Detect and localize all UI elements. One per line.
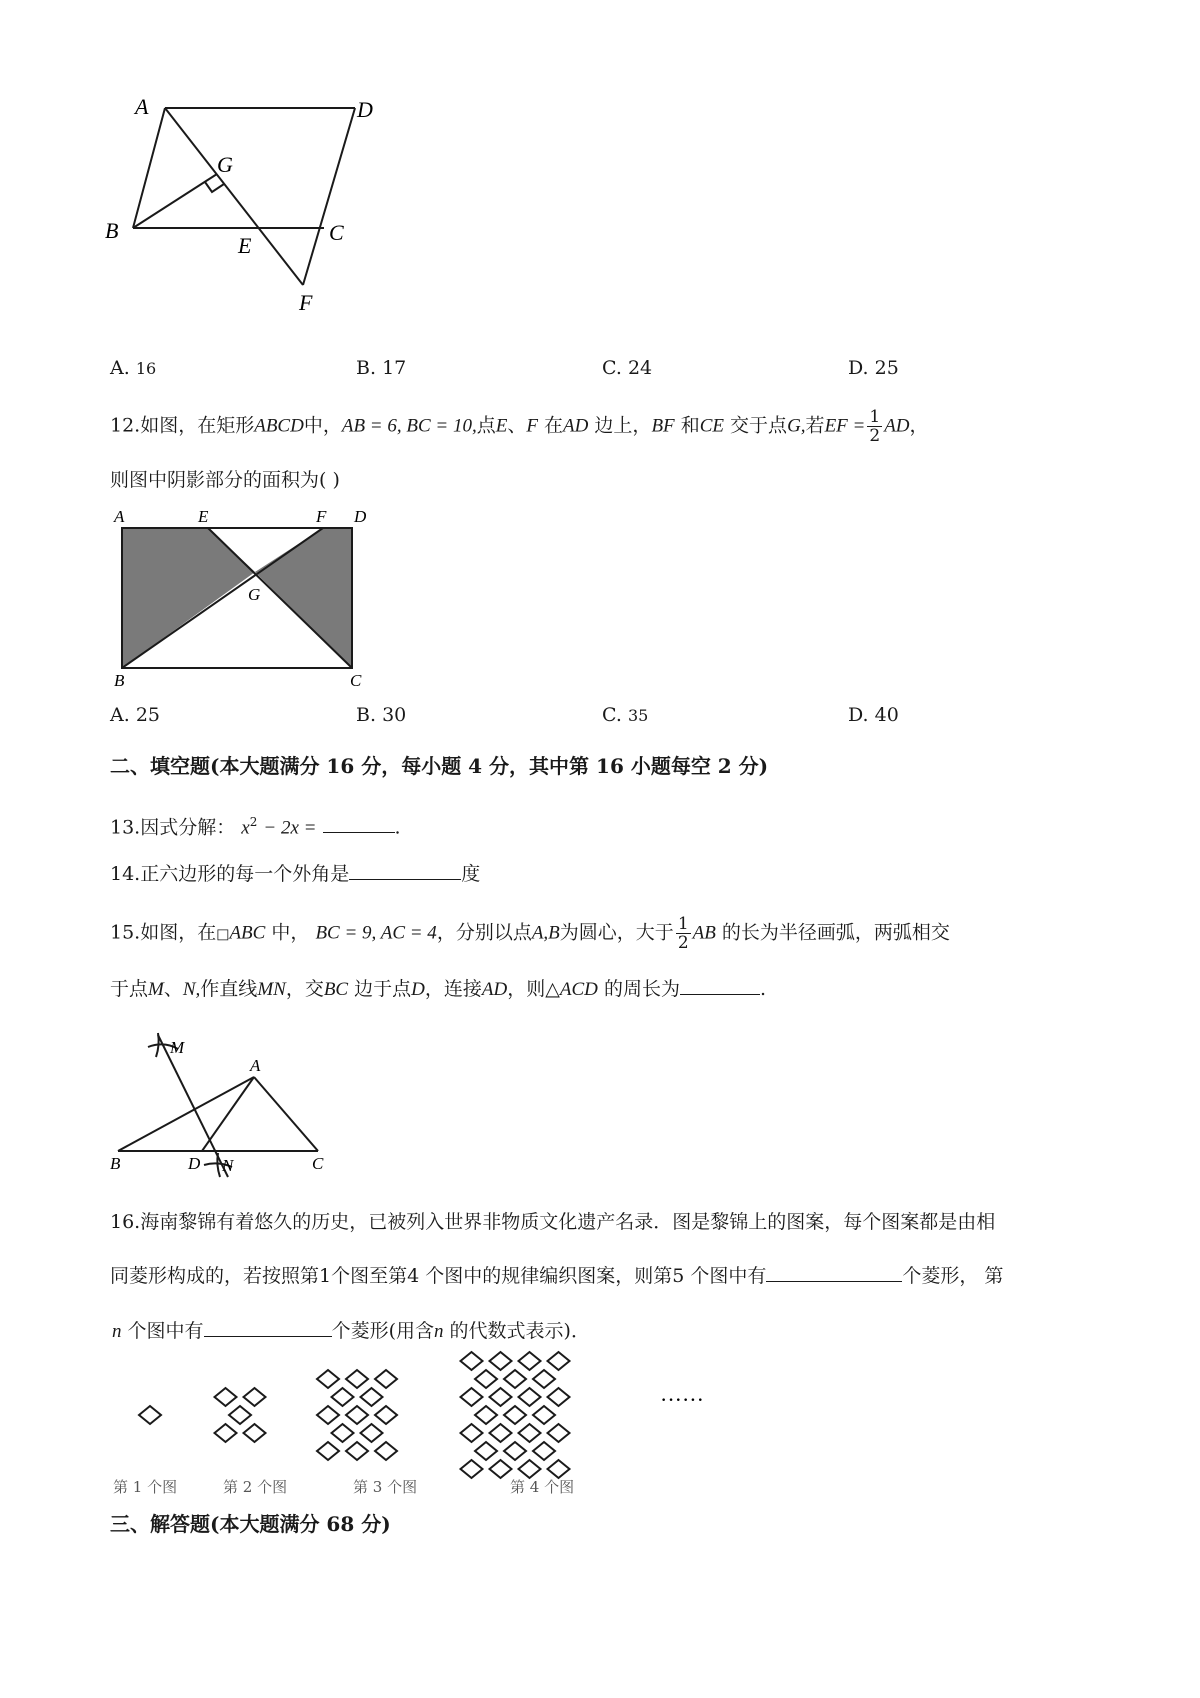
rhombus-6	[317, 1370, 339, 1388]
q15-stem-line2: 于点M、N,作直线MN，交BC 边于点D，连接AD，则△ACD 的周长为 .	[110, 978, 766, 1000]
q13-answer-blank[interactable]	[323, 814, 395, 833]
rhombus-19	[461, 1352, 483, 1370]
rhombus-21	[519, 1352, 541, 1370]
label-F: F	[316, 507, 327, 526]
label-B: B	[114, 671, 125, 690]
rhombus-16	[317, 1442, 339, 1460]
rhombus-3	[229, 1406, 251, 1424]
q11-option-c: C. 24	[602, 357, 653, 379]
rhombus-18	[375, 1442, 397, 1460]
rhombus-2	[244, 1388, 266, 1406]
rhombus-34	[490, 1424, 512, 1442]
rhombus-1	[215, 1388, 237, 1406]
caption-figure-4: 第 4 个图	[510, 1478, 575, 1496]
label-M: M	[170, 1038, 185, 1057]
figure-q11-parallelogram	[95, 90, 405, 325]
rhombus-9	[332, 1388, 354, 1406]
label-G: G	[217, 152, 233, 177]
label-D: D	[354, 507, 367, 526]
q14-stem: 14.正六边形的每一个外角是 度	[110, 863, 481, 885]
rhombus-40	[461, 1460, 483, 1478]
pattern-dots: ······	[660, 1387, 704, 1412]
q15-fraction: $\frac{1}{2}$	[677, 914, 689, 953]
rhombus-17	[346, 1442, 368, 1460]
label-E: E	[238, 233, 252, 258]
rhombus-23	[475, 1370, 497, 1388]
rhombus-37	[475, 1442, 497, 1460]
label-F: F	[299, 290, 313, 315]
figure-q12-rectangle	[100, 500, 380, 700]
rhombus-13	[375, 1406, 397, 1424]
rhombus-26	[461, 1388, 483, 1406]
rhombus-27	[490, 1388, 512, 1406]
caption-figure-2: 第 2 个图	[223, 1478, 288, 1496]
rhombus-11	[317, 1406, 339, 1424]
rhombus-33	[461, 1424, 483, 1442]
rhombus-14	[332, 1424, 354, 1442]
label-C: C	[350, 671, 362, 690]
rhombus-38	[504, 1442, 526, 1460]
q12-option-a: A. 25	[110, 704, 160, 726]
label-D: D	[188, 1154, 201, 1173]
label-C: C	[329, 220, 344, 245]
rhombus-32	[533, 1406, 555, 1424]
rhombus-41	[490, 1460, 512, 1478]
label-A: A	[250, 1056, 261, 1075]
q16-answer-blank-2[interactable]	[204, 1318, 332, 1337]
q11-option-d: D. 25	[848, 357, 899, 379]
label-A: A	[135, 94, 149, 119]
rhombus-39	[533, 1442, 555, 1460]
q12-option-c: C. 35	[602, 704, 649, 726]
rhombus-35	[519, 1424, 541, 1442]
label-N: N	[222, 1156, 234, 1175]
q12-stem-line2: 则图中阴影部分的面积为( )	[110, 469, 340, 491]
rhombus-22	[548, 1352, 570, 1370]
label-B: B	[110, 1154, 121, 1173]
rhombus-29	[548, 1388, 570, 1406]
q12-option-d: D. 40	[848, 704, 899, 726]
q12-option-b: B. 30	[356, 704, 407, 726]
rhombus-15	[361, 1424, 383, 1442]
q16-stem-line2: 同菱形构成的，若按照第1个图至第4 个图中的规律编织图案，则第5 个图中有 个菱形， 第	[110, 1265, 1004, 1287]
label-G: G	[248, 585, 261, 604]
q12-stem-line1: 12.如图，在矩形ABCD中，AB = 6, BC = 10,点E、F 在AD 边上，BF 和CE 交于点G,若EF = $\frac{1}{2}$ AD，	[110, 407, 929, 446]
label-C: C	[312, 1154, 324, 1173]
rhombus-36	[548, 1424, 570, 1442]
rhombus-0	[139, 1406, 161, 1424]
q11-option-b: B. 17	[356, 357, 407, 379]
rhombus-31	[504, 1406, 526, 1424]
rhombus-10	[361, 1388, 383, 1406]
q11-option-a: A. 16	[110, 357, 157, 379]
rhombus-30	[475, 1406, 497, 1424]
label-A: A	[114, 507, 125, 526]
figure-q16-rhombus-patterns	[100, 1345, 780, 1495]
q14-answer-blank[interactable]	[349, 861, 461, 880]
q15-answer-blank[interactable]	[680, 976, 760, 995]
section-3-heading: 三、解答题(本大题满分 68 分)	[110, 1512, 391, 1536]
rhombus-25	[533, 1370, 555, 1388]
rhombus-4	[215, 1424, 237, 1442]
rhombus-24	[504, 1370, 526, 1388]
section-2-heading: 二、填空题(本大题满分 16 分，每小题 4 分，其中第 16 小题每空 2 分)	[110, 754, 769, 778]
caption-figure-3: 第 3 个图	[353, 1478, 418, 1496]
q16-stem-line1: 16.海南黎锦有着悠久的历史，已被列入世界非物质文化遗产名录．图是黎锦上的图案，每个图案都是由相	[110, 1211, 996, 1233]
figure-q15-triangle	[100, 1025, 340, 1180]
rhombus-5	[244, 1424, 266, 1442]
label-B: B	[105, 218, 119, 243]
caption-figure-1: 第 1 个图	[113, 1478, 178, 1496]
rhombus-28	[519, 1388, 541, 1406]
label-D: D	[357, 97, 373, 122]
rhombus-12	[346, 1406, 368, 1424]
q16-answer-blank-1[interactable]	[766, 1263, 902, 1282]
q16-stem-line3: n 个图中有 个菱形(用含n 的代数式表示)．	[112, 1320, 590, 1342]
rhombus-8	[375, 1370, 397, 1388]
rhombus-20	[490, 1352, 512, 1370]
rhombus-pattern-group	[139, 1352, 570, 1478]
rhombus-7	[346, 1370, 368, 1388]
label-E: E	[198, 507, 209, 526]
q15-stem-line1: 15.如图，在□ABC 中， BC = 9, AC = 4，分别以点A,B为圆心，大于 $\frac{1}{2}$ AB 的长为半径画弧，两弧相交	[110, 914, 950, 953]
q12-fraction: $\frac{1}{2}$	[869, 407, 881, 446]
q13-stem: 13.因式分解： $x^2 - 2x$ = .	[110, 815, 401, 839]
